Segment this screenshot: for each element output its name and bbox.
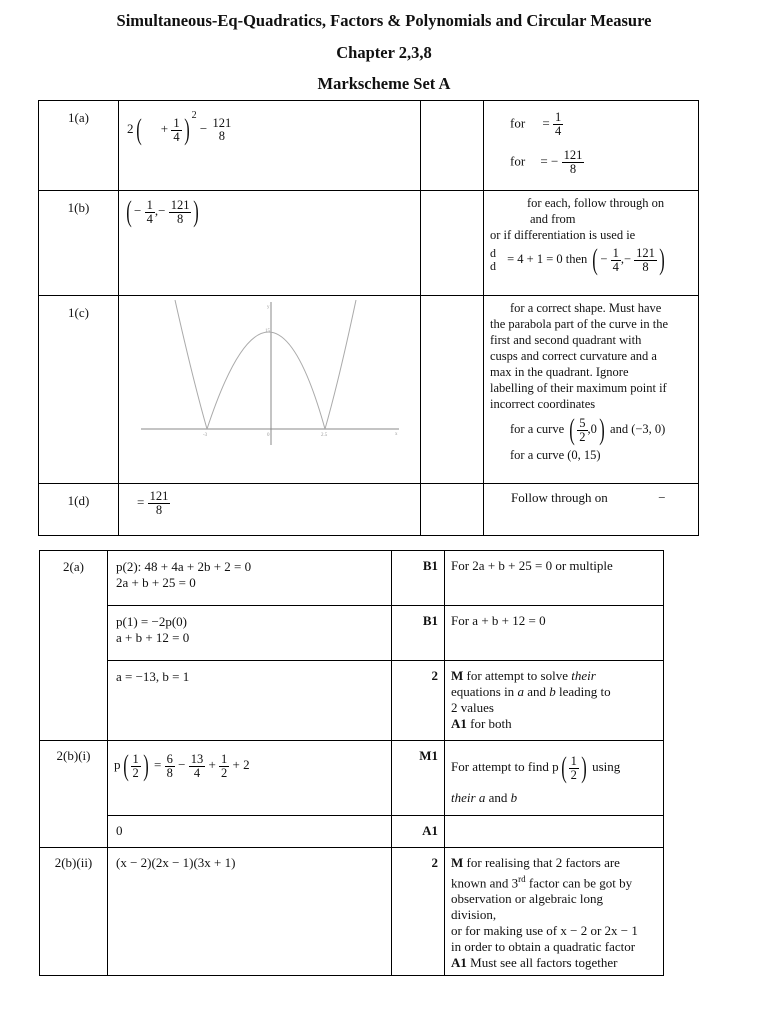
working-cell — [119, 191, 421, 296]
notes-cell: for a correct shape. Must have the parabola part of the curve in the first and second quadrant with cusps and correct curvature and a max in the quadrant. Ignore labelling of their maximum point if incorrect coordinates for a curve ( $\frac{5}{2}$ ,0) and (−3, 0) for a curve (0, 15) — [484, 296, 699, 484]
question-number: 1(d) — [39, 484, 119, 536]
mark-cell: B1 — [392, 606, 445, 661]
working-cell: = $\frac{121}{8}$ — [119, 484, 421, 536]
notes-cell: For attempt to find p( $\frac{1}{2}$ ) using their a and b — [445, 741, 664, 816]
markscheme-table-1 — [38, 100, 699, 536]
origin-label: 0 — [267, 433, 270, 438]
notes-cell: M for realising that 2 factors are known and 3rd factor can be got by observation or algebraic long division, or for making use of x − 2 or 2x − 1 in order to obtain a quadratic factor A1 Must see all factors together — [445, 848, 664, 976]
mark-cell: A1 — [392, 816, 445, 848]
question-number: 2(b)(ii) — [40, 848, 108, 976]
question-number: 1(b) — [39, 191, 119, 296]
notes-cell: For a + b + 12 = 0 — [445, 606, 664, 661]
mark-cell: M1 — [392, 741, 445, 816]
working-cell: p(2): 48 + 4a + 2b + 2 = 0 2a + b + 25 = 0 — [108, 551, 392, 606]
turning-point: ( − $\frac{1}{4}$ ,− $\frac{121}{8}$ ) — [126, 195, 200, 228]
question-number: 2(b)(i) — [40, 741, 108, 848]
working-cell: (x − 2)(2x − 1)(3x + 1) — [108, 848, 392, 976]
modulus-graph — [141, 300, 401, 450]
markscheme-table-2 — [39, 550, 664, 976]
mark-cell: B1 — [392, 551, 445, 606]
notes-cell: For 2a + b + 25 = 0 or multiple — [445, 551, 664, 606]
curve-parabola — [207, 332, 325, 429]
root-left-label: -3 — [203, 433, 208, 438]
working-cell: a = −13, b = 1 — [108, 661, 392, 741]
notes-cell: for = $\frac{1}{4}$ for = − $\frac{121}{8}$ — [484, 101, 699, 191]
mark-cell: 2 — [392, 848, 445, 976]
curve-left-arm — [175, 300, 207, 429]
notes-cell — [445, 816, 664, 848]
chapter-heading: Chapter 2,3,8 — [336, 43, 432, 62]
completed-square-expression: 2( + $\frac{1}{4}$ ) $^2$ − 121 8 — [127, 109, 232, 146]
curve-right-arm — [325, 300, 356, 429]
notes-cell: Follow through on − — [484, 484, 699, 536]
x-axis-label: x — [395, 432, 398, 437]
working-cell: p(1) = −2p(0) a + b + 12 = 0 — [108, 606, 392, 661]
graph-cell — [119, 296, 421, 484]
question-number: 1(a) — [39, 101, 119, 191]
working-cell: p( $\frac{1}{2}$ ) = $\frac{6}{8}$ − $\frac{13}{4}$ + $\frac{1}{2}$ + 2 — [108, 741, 392, 816]
mark-cell — [421, 101, 484, 191]
y-axis-label: y — [267, 305, 270, 310]
mark-cell — [421, 191, 484, 296]
notes-cell: M for attempt to solve their equations in a and b leading to 2 values A1 for both — [445, 661, 664, 741]
notes-cell: for each, follow through on and from or if differentiation is used ie d d = 4 + 1 = 0 then ( − $\frac{1}{4}$ ,− $\frac{121}{8}$ ) — [484, 191, 699, 296]
mark-cell: 2 — [392, 661, 445, 741]
document-title: Simultaneous-Eq-Quadratics, Factors & Polynomials and Circular Measure — [116, 11, 652, 30]
mark-cell — [421, 296, 484, 484]
working-cell — [119, 101, 421, 191]
root-right-label: 2.5 — [321, 433, 328, 438]
peak-label: 15 — [265, 329, 270, 334]
mark-cell — [421, 484, 484, 536]
question-number: 2(a) — [40, 551, 108, 741]
question-number: 1(c) — [39, 296, 119, 484]
markscheme-heading: Markscheme Set A — [317, 74, 451, 93]
working-cell: 0 — [108, 816, 392, 848]
